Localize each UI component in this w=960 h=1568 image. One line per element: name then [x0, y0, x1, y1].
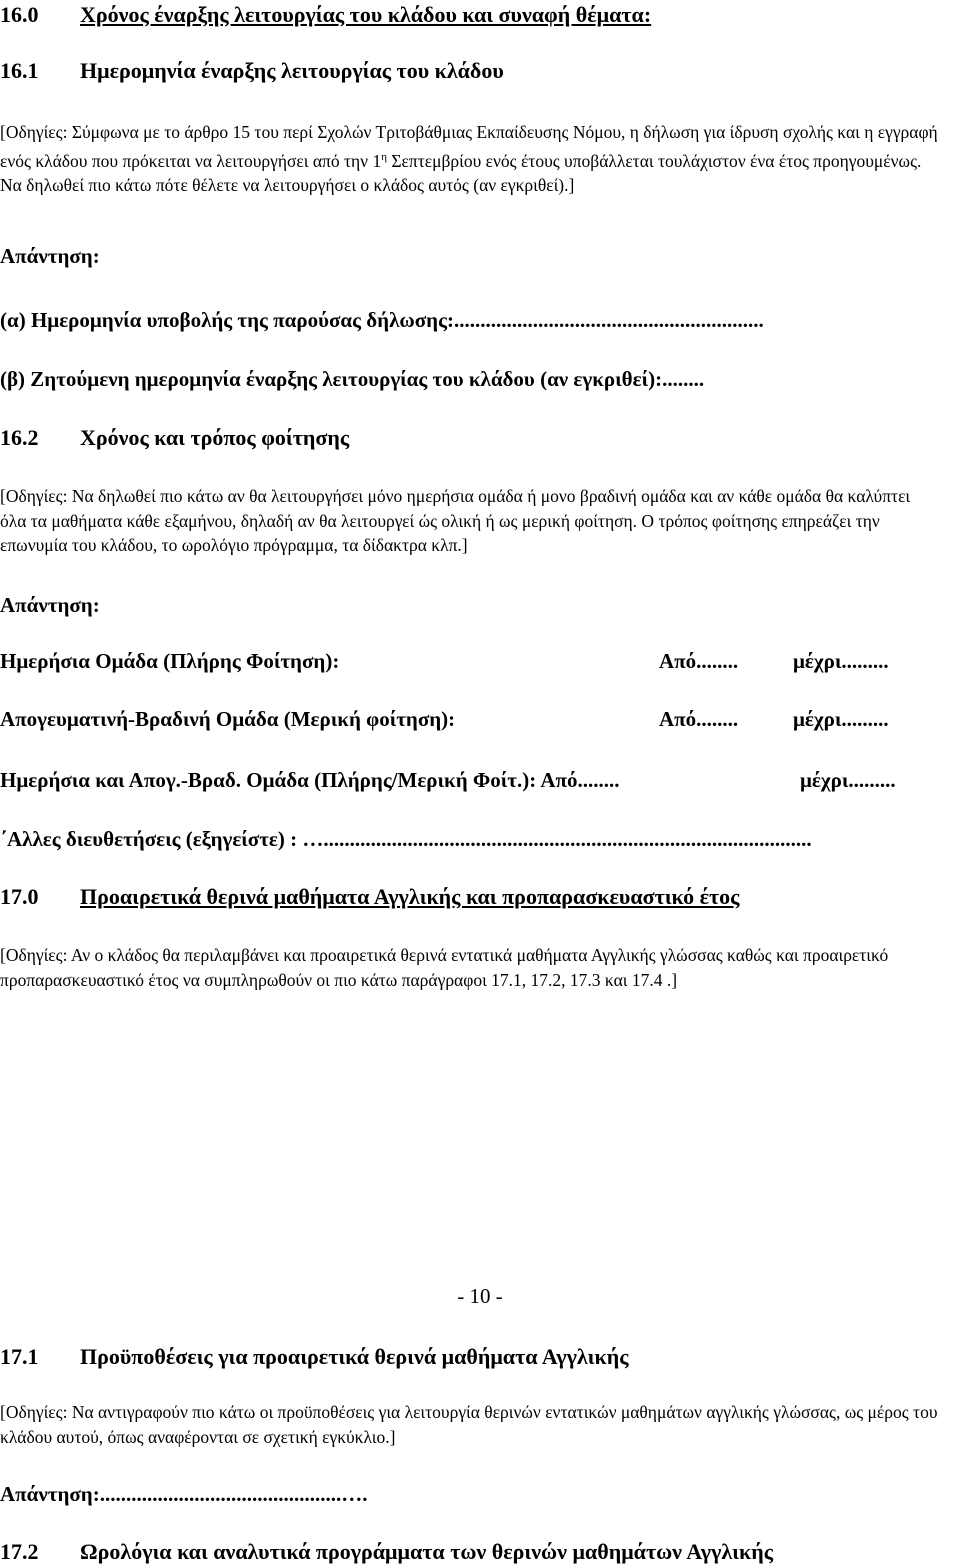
section-title: Ημερομηνία έναρξης λειτουργίας του κλάδου — [80, 58, 504, 83]
section-16-heading — [0, 2, 651, 28]
section-title: Χρόνος και τρόπος φοίτησης — [80, 425, 350, 450]
requested-start-date-field[interactable]: (β) Ζητούμενη ημερομηνία έναρξης λειτουργίας του κλάδου (αν εγκριθεί):........ — [0, 367, 705, 391]
section-16-1-instructions — [0, 120, 940, 197]
day-group-from-field[interactable]: Από........ — [659, 649, 739, 673]
section-number: 17.0 — [0, 884, 39, 909]
section-17-heading — [0, 884, 739, 910]
answer-label: Απάντηση: — [0, 593, 100, 617]
ordinal-superscript: η — [381, 150, 387, 163]
evening-group-label: Απογευματινή-Βραδινή Ομάδα (Μερική φοίτηση): — [0, 707, 456, 731]
combined-group-to-field[interactable]: μέχρι......... — [800, 768, 896, 792]
instructions-text: Σεπτεμβρίου ενός έτους υποβάλλεται τουλάχιστον ένα έτος προηγουμένως. Να δηλωθεί πιο κάτω πότε θέλετε να λειτουργήσει ο κλάδος αυτός (αν εγκριθεί).] — [0, 150, 922, 195]
evening-group-from-field[interactable]: Από........ — [659, 707, 739, 731]
day-group-to-field[interactable]: μέχρι......... — [793, 649, 889, 673]
section-17-1-heading — [0, 1344, 629, 1370]
page-number: - 10 - — [457, 1284, 503, 1308]
combined-group-field[interactable]: Ημερήσια και Απογ.-Βραδ. Ομάδα (Πλήρης/Μερική Φοίτ.): Από........ — [0, 768, 620, 792]
instructions-text: [Οδηγίες: Σύμφωνα με το άρθρο 15 του περί Σχολών Τριτοβάθμιας Εκπαίδευσης Νόμου, η δήλωση για ίδρυση σχολής και η εγγραφή ενός κλάδου που πρόκειται να λειτουργήσει από την 1 — [0, 122, 938, 171]
section-16-2-instructions: [Οδηγίες: Να δηλωθεί πιο κάτω αν θα λειτουργήσει μόνο ημερήσια ομάδα ή μονο βραδινή ομάδα και αν κάθε ομάδα θα καλύπτει όλα τα μαθήματα κάθε εξαμήνου, δηλαδή αν θα λειτουργεί ώς ολική ή ως μερική φοίτηση. Ο τρόπος φοίτησης επηρεάζει την επωνυμία του κλάδου, το ωρολόγιο πρόγραμμα, τα δίδακτρα κλπ.] — [0, 486, 911, 555]
section-16-1-heading — [0, 58, 504, 84]
section-17-2-heading — [0, 1539, 773, 1565]
section-number: 16.2 — [0, 425, 39, 450]
submission-date-field[interactable]: (α) Ημερομηνία υποβολής της παρούσας δήλωσης:........................................................... — [0, 308, 764, 332]
evening-group-to-field[interactable]: μέχρι......... — [793, 707, 889, 731]
section-title: Χρόνος έναρξης λειτουργίας του κλάδου και συναφή θέματα: — [80, 2, 652, 27]
section-number: 16.1 — [0, 58, 39, 83]
section-16-2-heading — [0, 425, 349, 451]
section-number: 17.2 — [0, 1539, 39, 1564]
section-17-1-answer-field[interactable]: Απάντηση:..............................................…. — [0, 1482, 368, 1506]
section-title: Προαιρετικά θερινά μαθήματα Αγγλικής και προπαρασκευαστικό έτος — [80, 884, 740, 909]
section-17-instructions: [Οδηγίες: Αν ο κλάδος θα περιλαμβάνει και προαιρετικά θερινά εντατικά μαθήματα Αγγλικής γλώσσας καθώς και προαιρετικό προπαρασκευαστικό έτος να συμπληρωθούν οι πιο κάτω παράγραφοι 17.1, 17.2, 17.3 και 17.4 .] — [0, 945, 889, 990]
day-group-label: Ημερήσια Ομάδα (Πλήρης Φοίτηση): — [0, 649, 340, 673]
section-title: Ωρολόγια και αναλυτικά προγράμματα των θερινών μαθημάτων Αγγλικής — [80, 1539, 773, 1564]
section-number: 17.1 — [0, 1344, 39, 1369]
section-17-1-instructions: [Οδηγίες: Να αντιγραφούν πιο κάτω οι προϋποθέσεις για λειτουργία θερινών εντατικών μαθημάτων αγγλικής γλώσσας, ως μέρος του κλάδου αυτού, όπως αναφέρονται σε σχετική εγκύκλιο.] — [0, 1402, 938, 1447]
answer-label: Απάντηση: — [0, 244, 100, 268]
other-arrangements-field[interactable]: ΄Αλλες διευθετήσεις (εξηγείστε) : …............................................................................................. — [0, 827, 812, 851]
section-title: Προϋποθέσεις για προαιρετικά θερινά μαθήματα Αγγλικής — [80, 1344, 629, 1369]
section-number: 16.0 — [0, 2, 39, 27]
